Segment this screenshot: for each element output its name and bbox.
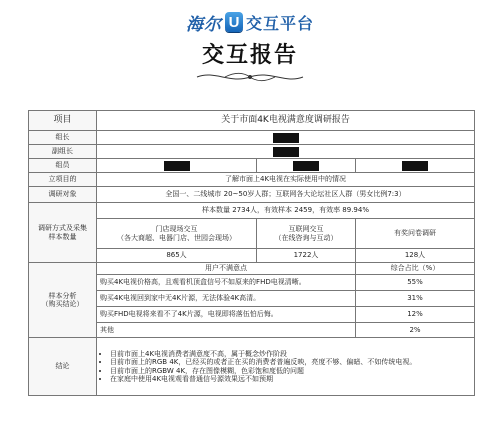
- project-label: 项目: [29, 111, 97, 131]
- channel-online: [257, 219, 356, 249]
- redaction-box: [273, 147, 299, 157]
- background-value: 了解市面上4K电视在实际使用中的情况: [97, 173, 475, 187]
- decorative-flourish: [195, 68, 305, 86]
- row-conclusion: [29, 338, 475, 396]
- leader-value: [97, 131, 475, 145]
- member-1: [97, 159, 257, 173]
- background-label: 立项目的: [29, 173, 97, 187]
- subjects-value: 全国一、二线城市 20~50岁人群；互联网各大论坛社区人群（男女比例7:3）: [97, 187, 475, 203]
- channel-store-count: 865人: [97, 249, 257, 263]
- analysis-label: [29, 263, 97, 338]
- channel-store: [97, 219, 257, 249]
- analysis-col-reason: 用户不满意点: [97, 263, 356, 275]
- row-project: [29, 111, 475, 131]
- analysis-share: 12%: [356, 307, 475, 323]
- analysis-label-line-1: 样本分析: [48, 291, 77, 300]
- conclusion-list-cell: [97, 338, 475, 396]
- redaction-box: [164, 161, 190, 171]
- subjects-label: 调研对象: [29, 187, 97, 203]
- redaction-box: [293, 161, 319, 171]
- row-members: [29, 159, 475, 173]
- brand-logo: [0, 8, 500, 36]
- vice-leader-label: 副组长: [29, 145, 97, 159]
- analysis-reason: 购买FHD电视将来看不了4K片源，电视即将落伍怕后悔。: [97, 307, 356, 323]
- brand-u-icon: U: [225, 12, 243, 32]
- method-label: [29, 203, 97, 263]
- page-title: 交互报告: [201, 43, 298, 68]
- member-2: [257, 159, 356, 173]
- row-background: [29, 173, 475, 187]
- brand-script-text: 海尔: [185, 14, 222, 35]
- row-vice-leader: [29, 145, 475, 159]
- analysis-reason: 购买4K电视回到家中无4K片源，无法体验4K高清。: [97, 291, 356, 307]
- channel-name: 门店现场交互: [155, 225, 198, 234]
- row-leader: [29, 131, 475, 145]
- analysis-share: 31%: [356, 291, 475, 307]
- project-value: 关于市面4K电视满意度调研报告: [97, 111, 475, 131]
- list-item: • 目前市面上4K电视消费者满意度不高，属于概念炒作阶段: [110, 350, 471, 358]
- row-subjects: [29, 187, 475, 203]
- analysis-col-share: 综合占比（%）: [356, 263, 475, 275]
- analysis-reason: 其他: [97, 323, 356, 338]
- conclusion-label: 结论: [29, 338, 97, 396]
- method-summary: 样本数量 2734人，有效样本 2459，有效率 89.94%: [97, 203, 475, 219]
- list-item: • 在家庭中使用4K电视观看普通信号源效果远不如预期: [110, 375, 471, 383]
- analysis-reason: 购买4K电视价格高，且观看机顶盒信号不如原来的FHD电视清晰。: [97, 275, 356, 291]
- channel-name: 互联网交互: [288, 225, 324, 234]
- channel-survey: [356, 219, 475, 249]
- brand-platform-text: 交互平台: [245, 15, 314, 33]
- analysis-share: 2%: [356, 323, 475, 338]
- analysis-label-line-2: （购买结论）: [41, 300, 84, 308]
- row-analysis-header: [29, 263, 475, 275]
- members-label: 组员: [29, 159, 97, 173]
- redaction-box: [273, 133, 299, 143]
- member-3: [356, 159, 475, 173]
- list-item: • 目前市面上的RGBW 4K，存在图像模糊，色彩饱和度低的问题: [110, 367, 471, 375]
- analysis-share: 55%: [356, 275, 475, 291]
- method-label-line-1: 调研方式及采集: [38, 224, 87, 233]
- channel-name: 有奖问卷调研: [394, 229, 436, 238]
- channel-detail: （各大商超、电器门店、世园会现场）: [117, 233, 236, 242]
- report-table: [28, 110, 475, 396]
- leader-label: 组长: [29, 131, 97, 145]
- channel-online-count: 1722人: [257, 249, 356, 263]
- conclusion-list: [100, 350, 471, 382]
- redaction-box: [402, 161, 428, 171]
- channel-detail: （在线咨询与互动）: [274, 233, 338, 242]
- list-item: • 目前市面上的RGB 4K，已经买的或者正在买的消费者普遍反映，亮度不够、偏暗、不如传统电视。: [110, 358, 471, 366]
- row-method-summary: [29, 203, 475, 219]
- vice-leader-value: [97, 145, 475, 159]
- method-label-line-2: 样本数量: [48, 232, 77, 241]
- channel-survey-count: 128人: [356, 249, 475, 263]
